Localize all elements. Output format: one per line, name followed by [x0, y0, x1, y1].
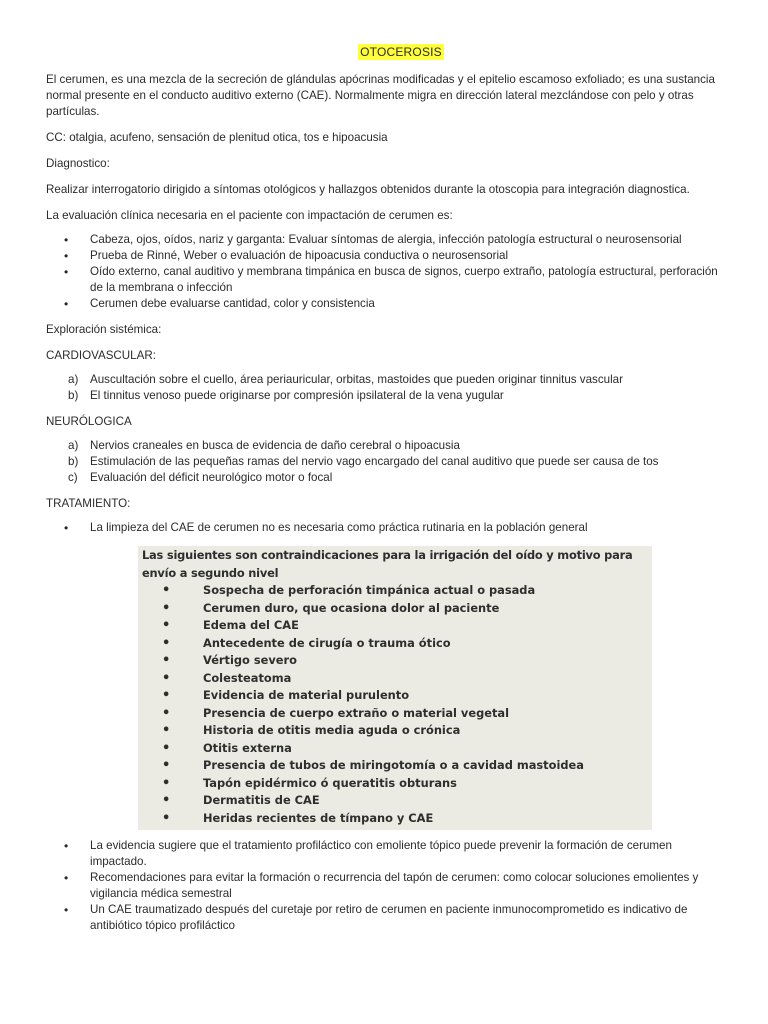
bullet-icon: •: [162, 670, 171, 686]
list-marker: b): [68, 389, 79, 402]
table-row: [138, 792, 652, 810]
list-item: • Un CAE traumatizado después del curetaje por retiro de cerumen en paciente inmunocomprometido es indicativo de antibiótico tópico profiláctico: [46, 902, 726, 934]
table-row-text: Colesteatoma: [203, 670, 292, 685]
table-row: [138, 775, 652, 793]
diagnostico-paragraph: Realizar interrogatorio dirigido a síntomas otológicos y hallazgos obtenidos durante la otoscopia para integración diagnostica.: [46, 183, 690, 196]
bullet-icon: •: [162, 740, 171, 756]
table-row: [138, 810, 652, 828]
list-item: • La evidencia sugiere que el tratamiento profiláctico con emoliente tópico puede prevenir la formación de cerumen impactado.: [46, 838, 726, 870]
table-row-text: Edema del CAE: [203, 618, 299, 632]
document-title: OTOCEROSIS: [360, 45, 442, 59]
list-item-text: Nervios craneales en busca de evidencia de daño cerebral o hipoacusia: [90, 439, 460, 452]
list-marker: a): [68, 373, 79, 386]
table-row: [138, 722, 652, 740]
list-item-text: Auscultación sobre el cuello, área periauricular, orbitas, mastoides que pueden originar tinnitus vascular: [90, 373, 623, 386]
list-marker: a): [68, 439, 79, 452]
table-row-text: Sospecha de perforación timpánica actual o pasada: [203, 583, 536, 597]
bullet-icon: •: [162, 775, 171, 791]
intro-paragraph: El cerumen, es una mezcla de la secreción de glándulas apócrinas modificadas y el epitelio escamoso exfoliado; es una sustancia normal presente en el conducto auditivo externo (CAE). Normalmente migra en dirección lateral mezclándose con pelo y otras partículas.: [46, 73, 715, 118]
table-row: [138, 705, 652, 723]
bullet-icon: •: [162, 635, 171, 651]
list-item: • Cabeza, ojos, oídos, nariz y garganta: Evaluar síntomas de alergia, infección patología estructural o neurosensorial: [46, 232, 726, 248]
bullet-icon: •: [162, 653, 171, 668]
table-row-text: Cerumen duro, que ocasiona dolor al paciente: [203, 600, 500, 615]
bullet-icon: •: [162, 583, 171, 598]
table-row: [138, 670, 652, 688]
cardio-heading: CARDIOVASCULAR:: [46, 349, 156, 362]
exploracion-heading: Exploración sistémica:: [46, 323, 162, 336]
bullet-icon: •: [162, 705, 171, 721]
contraindications-table: [138, 546, 652, 830]
list-item: • La limpieza del CAE de cerumen no es necesaria como práctica rutinaria en la población general: [46, 520, 726, 536]
table-row-text: Evidencia de material purulento: [203, 688, 410, 702]
neuro-list: [46, 438, 726, 486]
bullet-icon: •: [162, 688, 171, 703]
bullet-icon: •: [162, 723, 171, 738]
document-page: [46, 44, 726, 944]
bullet-icon: •: [162, 758, 171, 773]
list-item: • Recomendaciones para evitar la formación o recurrencia del tapón de cerumen: como colocar soluciones emolientes y vigilancia médica semestral: [46, 870, 726, 902]
table-heading: Las siguientes son contraindicaciones para la irrigación del oído y motivo para envío a segundo nivel: [142, 548, 633, 580]
table-row-text: Tapón epidérmico ó queratitis obturans: [203, 775, 457, 790]
final-list: [46, 838, 726, 934]
list-item: [46, 438, 726, 454]
bullet-icon: •: [162, 793, 171, 808]
table-row: [138, 757, 652, 775]
tratamiento-heading: TRATAMIENTO:: [46, 497, 131, 510]
table-row-text: Dermatitis de CAE: [203, 793, 320, 807]
table-row: [138, 687, 652, 705]
table-row-text: Vértigo severo: [203, 653, 297, 667]
list-marker: b): [68, 455, 79, 468]
table-row: [138, 582, 652, 600]
list-item-text: El tinnitus venoso puede originarse por compresión ipsilateral de la vena yugular: [90, 389, 504, 402]
list-item: • Oído externo, canal auditivo y membrana timpánica en busca de signos, cuerpo extraño, patología estructural, perforación de la membrana o infección: [46, 264, 726, 296]
list-item: [46, 372, 726, 388]
table-row: [138, 652, 652, 670]
list-item-text: Estimulación de las pequeñas ramas del nervio vago encargado del canal auditivo que puede ser causa de tos: [90, 455, 659, 468]
table-row: [138, 617, 652, 635]
tratamiento-list: [46, 520, 726, 536]
table-row-text: Antecedente de cirugía o trauma ótico: [203, 635, 451, 650]
cc-paragraph: CC: otalgia, acufeno, sensación de plenitud otica, tos e hipoacusia: [46, 131, 388, 144]
diagnostico-heading: Diagnostico:: [46, 157, 110, 170]
list-item: [46, 470, 726, 486]
evaluacion-intro: La evaluación clínica necesaria en el paciente con impactación de cerumen es:: [46, 209, 453, 222]
list-item: [46, 388, 726, 404]
list-item-text: Evaluación del déficit neurológico motor o focal: [90, 471, 333, 484]
evaluacion-list: [46, 232, 726, 312]
bullet-icon: •: [162, 810, 171, 826]
list-item: • Prueba de Rinné, Weber o evaluación de hipoacusia conductiva o neurosensorial: [46, 248, 726, 264]
neuro-heading: NEURÓLOGICA: [46, 415, 132, 428]
table-row-text: Historia de otitis media aguda o crónica: [203, 723, 461, 737]
table-rows: [138, 582, 652, 827]
table-row-text: Presencia de tubos de miringotomía o a cavidad mastoidea: [203, 758, 584, 772]
table-row-text: Otitis externa: [203, 740, 292, 755]
bullet-icon: •: [162, 618, 171, 633]
table-row: [138, 600, 652, 618]
table-row: [138, 635, 652, 653]
list-marker: c): [68, 471, 78, 484]
table-row: [138, 740, 652, 758]
list-item: • Cerumen debe evaluarse cantidad, color y consistencia: [46, 296, 726, 312]
table-row-text: Presencia de cuerpo extraño o material vegetal: [203, 705, 509, 720]
cardio-list: [46, 372, 726, 404]
list-item: [46, 454, 726, 470]
table-row-text: Heridas recientes de tímpano y CAE: [203, 810, 434, 825]
bullet-icon: •: [162, 600, 171, 616]
